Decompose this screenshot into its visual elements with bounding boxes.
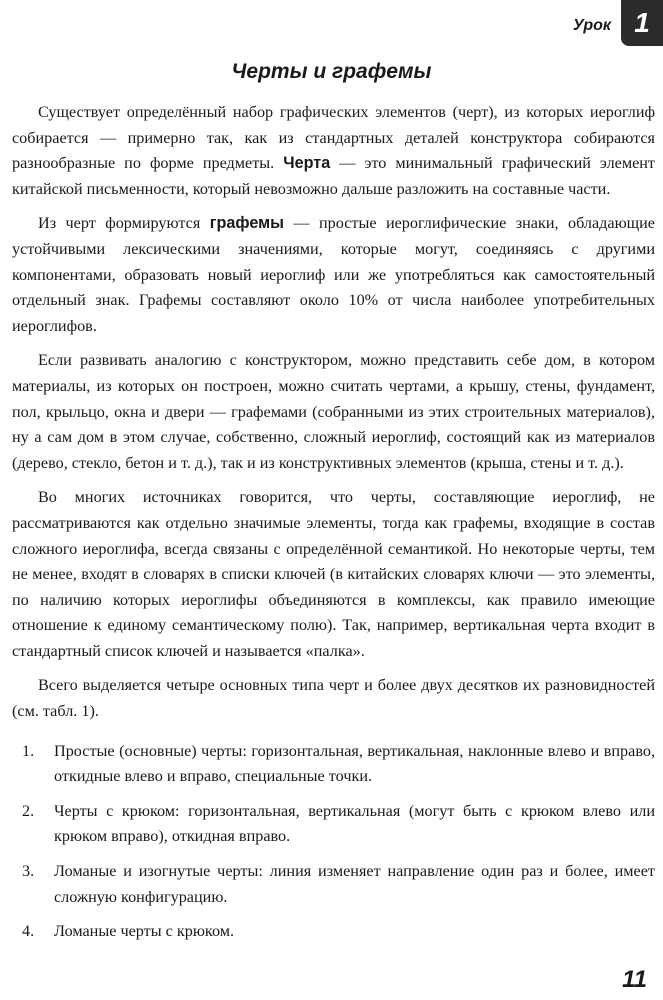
stroke-types-list bbox=[12, 739, 655, 945]
lesson-number-badge: 1 bbox=[621, 0, 663, 46]
page-number: 11 bbox=[622, 966, 647, 993]
term-cherta: Черта bbox=[283, 154, 331, 173]
lesson-tab bbox=[573, 0, 663, 46]
paragraph-5: Всего выделяется четыре основных типа черт и более двух десятков их разновидностей (см. табл. 1). bbox=[12, 676, 655, 721]
paragraph-1: Существует определённый набор графических элементов (черт), из которых иероглиф собирается — примерно так, как из стандартных деталей конструктора собираются разнообразные по форме предметы. Черта — это минимальный графический элемент китайской письменности, который невозможно дальше разложить на составные части. bbox=[12, 103, 655, 198]
body-text bbox=[12, 100, 655, 954]
list-item: 3. Ломаные и изогнутые черты: линия изменяет направление один раз и более, имеет сложную конфигурацию. bbox=[22, 862, 655, 906]
lesson-label: Урок bbox=[572, 17, 611, 34]
section-title: Черты и графемы bbox=[231, 60, 432, 83]
paragraph-4: Во многих источниках говорится, что черты, составляющие иероглиф, не рассматриваются как отдельно значимые элементы, тогда как графемы, входящие в состав сложного иероглифа, всегда связаны с определённой семантикой. Но некоторые черты, тем не менее, входят в словарях в списки ключей (в китайских словарях ключи — это элементы, по наличию которых иероглифы объединяются в комплексы, как правило имеющие отношение к единому семантическому полю). Так, например, вертикальная черта входит в стандартный список ключей и называется «палка». bbox=[12, 488, 655, 660]
list-item: 2. Черты с крюком: горизонтальная, вертикальная (могут быть с крюком влево или крюком вправо), откидная вправо. bbox=[22, 801, 655, 846]
list-item: 4. Ломаные черты с крюком. bbox=[22, 922, 235, 941]
paragraph-3: Если развивать аналогию с конструктором, можно представить себе дом, в котором материалы, из которых он построен, можно считать чертами, а крышу, стены, фундамент, пол, крыльцо, окна и двери — графемами (собранными из этих строительных материалов), ну а сам дом в этом случае, собственно, сложный иероглиф, состоящий как из материалов (дерево, стекло, бетон и т. д.), так и из конструктивных элементов (крыша, стены и т. д.). bbox=[12, 351, 655, 472]
paragraph-2: Из черт формируются графемы — простые иероглифические знаки, обладающие устойчивыми лексическими значениями, которые могут, соединяясь с другими компонентами, образовать новый иероглиф или же употребляться как самостоятельный отдельный знак. Графемы составляют около 10% от числа наиболее употребительных иероглифов. bbox=[12, 214, 655, 335]
list-item: 1. Простые (основные) черты: горизонтальная, вертикальная, наклонные влево и вправо, откидные влево и вправо, специальные точки. bbox=[22, 741, 655, 786]
term-grafemy: графемы bbox=[209, 214, 284, 233]
